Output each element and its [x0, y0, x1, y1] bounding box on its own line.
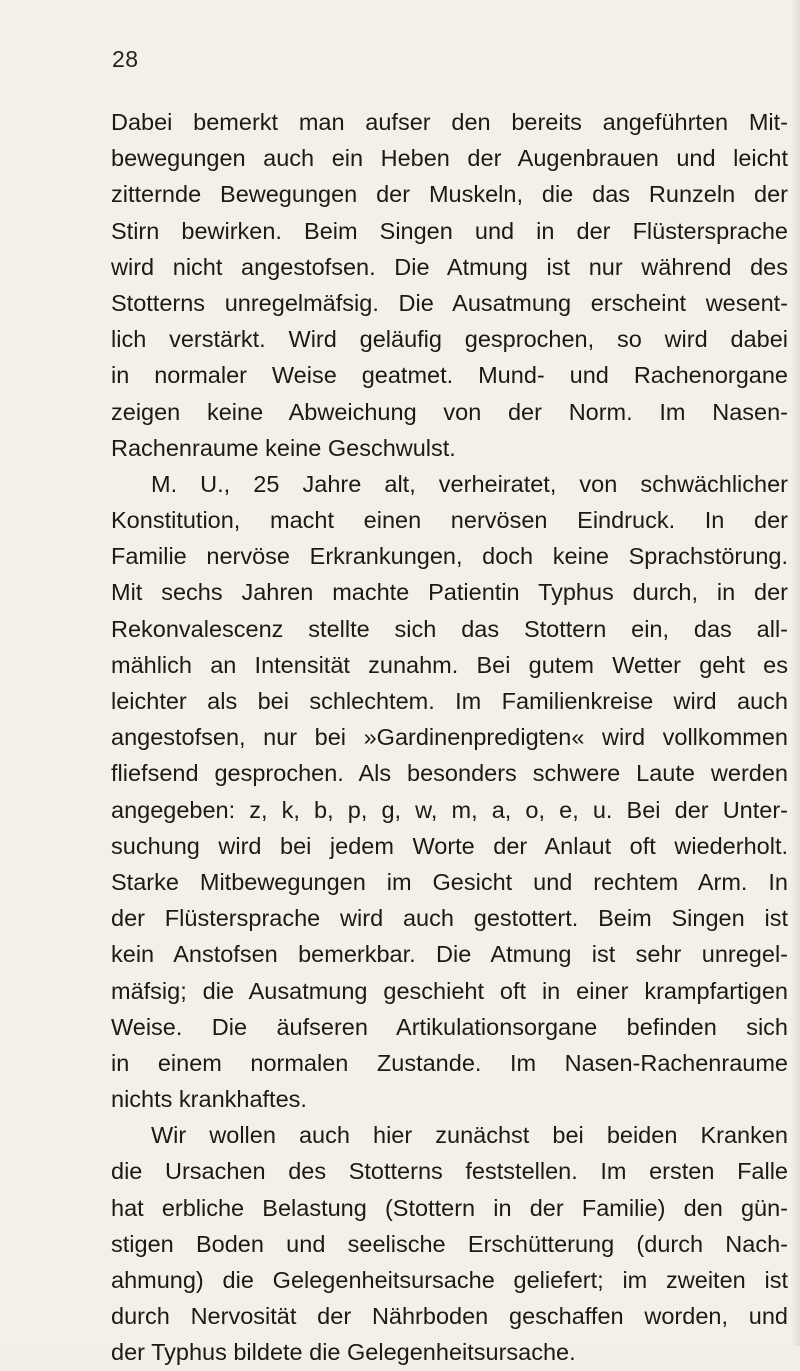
text-line: wird nicht angestofsen. Die Atmung ist nur während des	[111, 253, 788, 280]
text-line: durch Nervosität der Nährboden geschaffen worden, und	[111, 1303, 788, 1330]
text-line: der Typhus bildete die Gelegenheitsursache.	[111, 1339, 576, 1366]
text-line: in normaler Weise geatmet. Mund- und Rachenorgane	[111, 362, 788, 389]
text-line: Starke Mitbewegungen im Gesicht und rechtem Arm. In	[111, 868, 788, 895]
text-line: Rachenraume keine Geschwulst.	[111, 434, 456, 461]
text-line: Konstitution, macht einen nervösen Eindruck. In der	[111, 507, 788, 534]
text-line: lich verstärkt. Wird geläufig gesprochen, so wird dabei	[111, 326, 788, 353]
text-line: zitternde Bewegungen der Muskeln, die das Runzeln der	[111, 181, 788, 208]
paragraph-1	[111, 104, 788, 466]
paragraph-3	[111, 1117, 788, 1370]
text-line: M. U., 25 Jahre alt, verheiratet, von schwächlicher	[151, 470, 788, 497]
text-line: Rekonvalescenz stellte sich das Stottern ein, das all-	[111, 615, 788, 642]
text-line: Familie nervöse Erkrankungen, doch keine Sprachstörung.	[111, 543, 788, 570]
text-line: kein Anstofsen bemerkbar. Die Atmung ist sehr unregel-	[111, 941, 788, 968]
text-line: Weise. Die äufseren Artikulationsorgane befinden sich	[111, 1013, 788, 1040]
text-line: nichts krankhaftes.	[111, 1086, 307, 1113]
text-line: leichter als bei schlechtem. Im Familienkreise wird auch	[111, 688, 788, 714]
text-line: Dabei bemerkt man aufser den bereits angeführten Mit-	[111, 109, 788, 135]
text-line: Stotterns unregelmäfsig. Die Ausatmung erscheint wesent-	[111, 289, 788, 316]
text-line: fliefsend gesprochen. Als besonders schwere Laute werden	[111, 760, 788, 787]
text-line: suchung wird bei jedem Worte der Anlaut oft wiederholt.	[111, 832, 788, 859]
text-line: hat erbliche Belastung (Stottern in der Familie) den gün-	[111, 1194, 788, 1221]
page-number: 28	[112, 46, 139, 72]
text-line: in einem normalen Zustande. Im Nasen-Rachenraume	[111, 1049, 788, 1076]
text-line: der Flüstersprache wird auch gestottert. Beim Singen ist	[111, 905, 788, 932]
text-line: Stirn bewirken. Beim Singen und in der Flüstersprache	[111, 217, 788, 244]
text-line: ahmung) die Gelegenheitsursache geliefert; im zweiten ist	[111, 1267, 788, 1293]
text-line: Mit sechs Jahren machte Patientin Typhus durch, in der	[111, 579, 788, 606]
body-text	[111, 104, 788, 1371]
text-line: angestofsen, nur bei »Gardinenpredigten« wird vollkommen	[111, 724, 788, 751]
paragraph-2	[111, 466, 788, 1117]
text-line: Wir wollen auch hier zunächst bei beiden Kranken	[151, 1122, 788, 1149]
text-line: mählich an Intensität zunahm. Bei gutem Wetter geht es	[111, 651, 788, 678]
page-edge-shadow	[790, 0, 800, 1346]
text-line: stigen Boden und seelische Erschütterung (durch Nach-	[111, 1230, 788, 1257]
text-line: die Ursachen des Stotterns feststellen. Im ersten Falle	[111, 1158, 788, 1185]
text-line: angegeben: z, k, b, p, g, w, m, a, o, e, u. Bei der Unter-	[111, 796, 788, 823]
text-line: mäfsig; die Ausatmung geschieht oft in einer krampfartigen	[111, 977, 788, 1004]
text-line: bewegungen auch ein Heben der Augenbrauen und leicht	[111, 145, 788, 172]
text-line: zeigen keine Abweichung von der Norm. Im Nasen-	[111, 398, 788, 425]
